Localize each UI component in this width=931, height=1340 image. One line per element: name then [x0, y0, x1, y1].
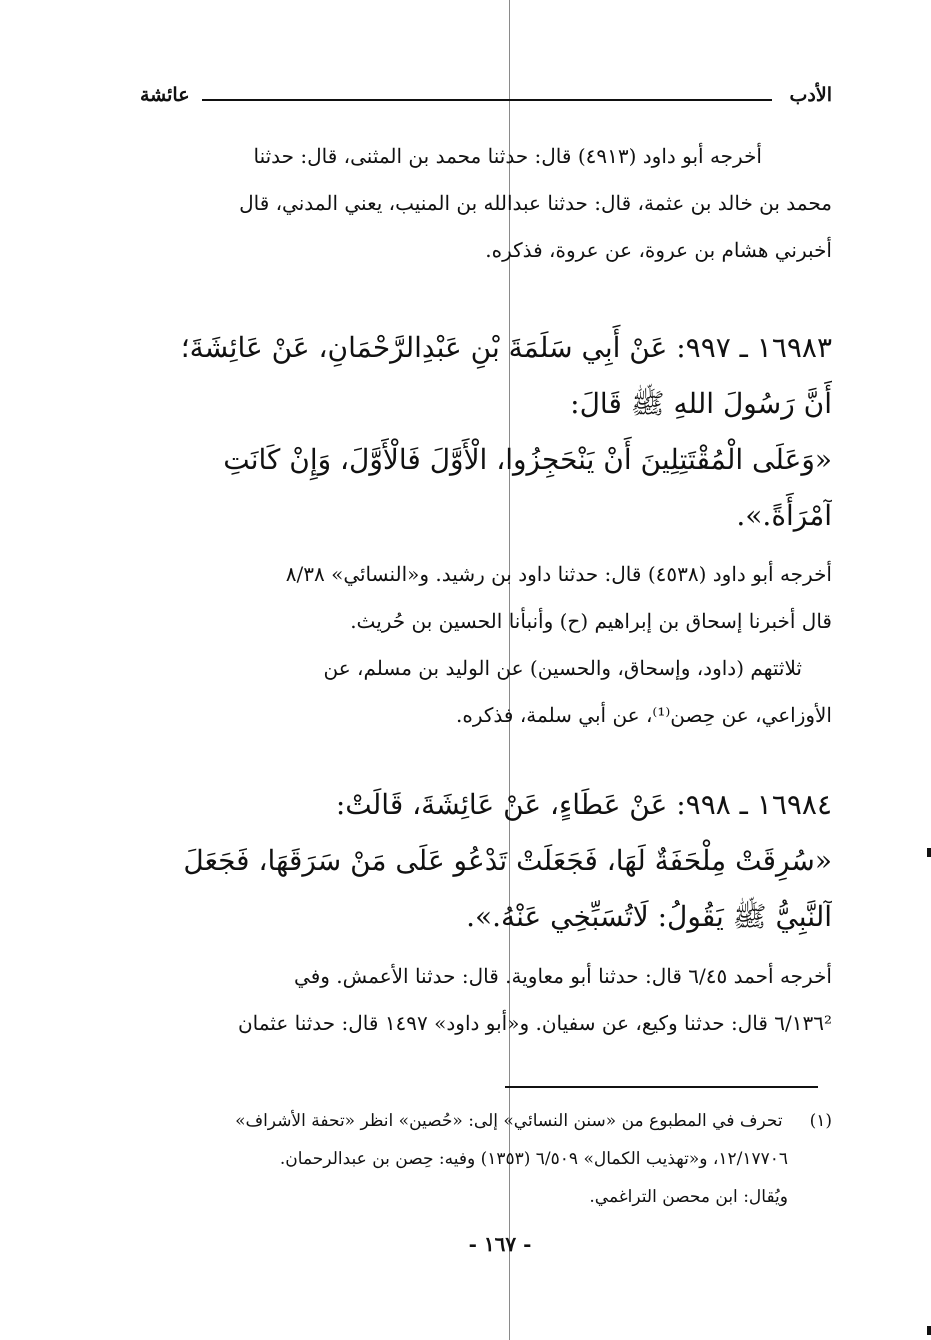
source-paragraph-1	[140, 133, 832, 274]
hadith-16984	[140, 777, 832, 945]
hadith-line: أَنَّ رَسُولَ اللهِ ﷺ قَالَ:	[570, 387, 832, 420]
footnote	[140, 1102, 832, 1216]
text-line: ٦/١٣٦² قال: حدثنا وكيع، عن سفيان. و«أبو داود» ١٤٩٧ قال: حدثنا عثمان	[237, 1011, 832, 1035]
hadith-line: آمْرَأَةً.».	[736, 499, 832, 532]
scan-edge-mark	[927, 848, 931, 857]
hadith-16983	[140, 320, 832, 544]
text-line: محمد بن خالد بن عثمة، قال: حدثنا عبدالله بن المنيب، يعني المدني، قال	[239, 191, 832, 215]
text-line: أخرجه أبو داود (٤٩١٣) قال: حدثنا محمد بن المثنى، قال: حدثنا	[253, 144, 762, 168]
footnote-number: (١)	[809, 1111, 832, 1131]
hadith-line: ١٦٩٨٣ ـ ٩٩٧: عَنْ أَبِي سَلَمَةَ بْنِ عَبْدِالرَّحْمَانِ، عَنْ عَائِشَةَ؛	[180, 331, 832, 364]
footnote-separator	[505, 1086, 818, 1088]
section-name: عائشة	[140, 84, 190, 106]
text-line: ثلاثتهم (داود، وإسحاق، والحسين) عن الوليد بن مسلم، عن	[323, 656, 802, 680]
scan-edge-mark	[927, 1326, 931, 1335]
source-paragraph-2	[140, 551, 832, 739]
text-line: أخرجه أبو داود (٤٥٣٨) قال: حدثنا داود بن رشيد. و«النسائي» ٨/٣٨	[285, 562, 832, 586]
hadith-line: آلنَّبِيُّ ﷺ يَقُولُ: لَاتُسَبِّخِي عَنْهُ.».	[466, 900, 832, 933]
running-header	[140, 84, 832, 114]
page-number: - ١٦٧ -	[468, 1232, 532, 1256]
header-rule	[202, 99, 772, 101]
text-line: قال أخبرنا إسحاق بن إبراهيم (ح) وأنبأنا الحسين بن حُريث.	[350, 609, 832, 633]
text-line: أخرجه أحمد ٦/٤٥ قال: حدثنا أبو معاوية. قال: حدثنا الأعمش. وفي	[294, 964, 832, 988]
text-line: الأوزاعي، عن حِصن⁽¹⁾، عن أبي سلمة، فذكره.	[456, 703, 832, 727]
chapter-title: الأدب	[789, 84, 832, 106]
hadith-line: «وَعَلَى الْمُقْتَتِلِينَ أَنْ يَنْحَجِزُوا، الْأَوَّلَ فَالْأَوَّلَ، وَإِنْ كَانَتِ	[223, 443, 832, 476]
footnote-text: تحرف في المطبوع من «سنن النسائي» إلى: «حُصين» انظر «تحفة الأشراف»	[235, 1111, 783, 1131]
text-line: أخبرني هشام بن عروة، عن عروة، فذكره.	[485, 238, 832, 262]
hadith-line: «سُرِقَتْ مِلْحَفَةٌ لَهَا، فَجَعَلَتْ تَدْعُو عَلَى مَنْ سَرَقَهَا، فَجَعَلَ	[183, 844, 832, 877]
footnote-line	[140, 1102, 832, 1140]
hadith-line: ١٦٩٨٤ ـ ٩٩٨: عَنْ عَطَاءٍ، عَنْ عَائِشَةَ، قَالَتْ:	[335, 788, 832, 821]
source-paragraph-3	[140, 953, 832, 1047]
footnote-line: ١٢/١٧٧٠٦، و«تهذيب الكمال» ٦/٥٠٩ (١٣٥٣) وفيه: حِصن بن عبدالرحمان.	[279, 1149, 788, 1169]
footnote-line: ويُقال: ابن محصن التراغمي.	[589, 1187, 788, 1207]
